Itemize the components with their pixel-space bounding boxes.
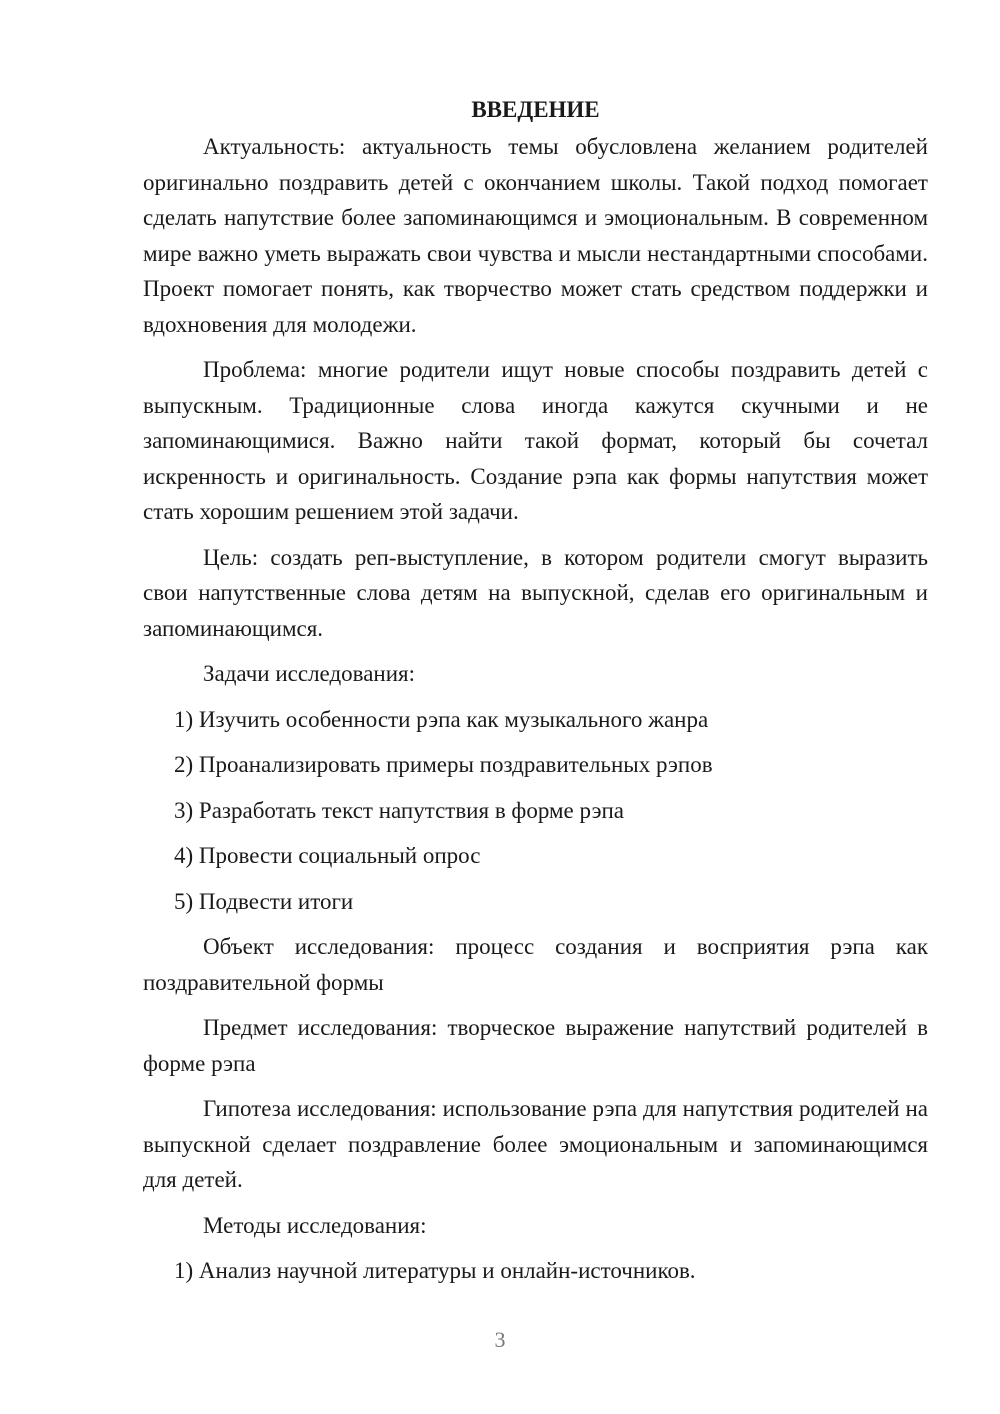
methods-list bbox=[143, 1253, 928, 1289]
page-number: 3 bbox=[494, 1327, 506, 1352]
subject-paragraph: Предмет исследования: творческое выражение напутствий родителей в форме рэпа bbox=[143, 1015, 928, 1076]
document-page bbox=[143, 92, 928, 1299]
goal-paragraph: Цель: создать реп-выступление, в котором родители смогут выразить свои напутственные слова детям на выпускной, сделав его оригинальным и запоминающимся. bbox=[143, 544, 928, 641]
list-item: 4) Провести социальный опрос bbox=[174, 843, 481, 868]
hypothesis-paragraph: Гипотеза исследования: использование рэпа для напутствия родителей на выпускной сделает поздравление более эмоциональным и запоминающимся для детей. bbox=[143, 1096, 928, 1192]
list-item: 2) Проанализировать примеры поздравительных рэпов bbox=[174, 752, 713, 777]
relevance-paragraph: Актуальность: актуальность темы обусловлена желанием родителей оригинально поздравить детей с окончанием школы. Такой подход помогает сделать напутствие более запоминающимся и эмоциональным. В современном мире важно уметь выражать свои чувства и мысли нестандартными способами. Проект помогает понять, как творчество может стать средством поддержки и вдохновения для молодежи. bbox=[143, 134, 928, 337]
problem-paragraph: Проблема: многие родители ищут новые способы поздравить детей с выпускным. Традиционные слова иногда кажутся скучными и не запоминающимися. Важно найти такой формат, который бы сочетал искренность и оригинальность. Создание рэпа как формы напутствия может стать хорошим решением этой задачи. bbox=[143, 357, 928, 524]
object-paragraph: Объект исследования: процесс создания и восприятия рэпа как поздравительной формы bbox=[143, 934, 928, 995]
list-item: 1) Изучить особенности рэпа как музыкального жанра bbox=[174, 706, 709, 732]
tasks-list bbox=[143, 702, 928, 920]
methods-title: Методы исследования: bbox=[203, 1212, 427, 1238]
list-item: 3) Разработать текст напутствия в форме рэпа bbox=[174, 797, 624, 823]
list-item: 1) Анализ научной литературы и онлайн-источников. bbox=[174, 1258, 696, 1283]
list-item: 5) Подвести итоги bbox=[174, 888, 354, 914]
tasks-title: Задачи исследования: bbox=[203, 661, 416, 686]
section-heading: ВВЕДЕНИЕ bbox=[471, 97, 600, 122]
